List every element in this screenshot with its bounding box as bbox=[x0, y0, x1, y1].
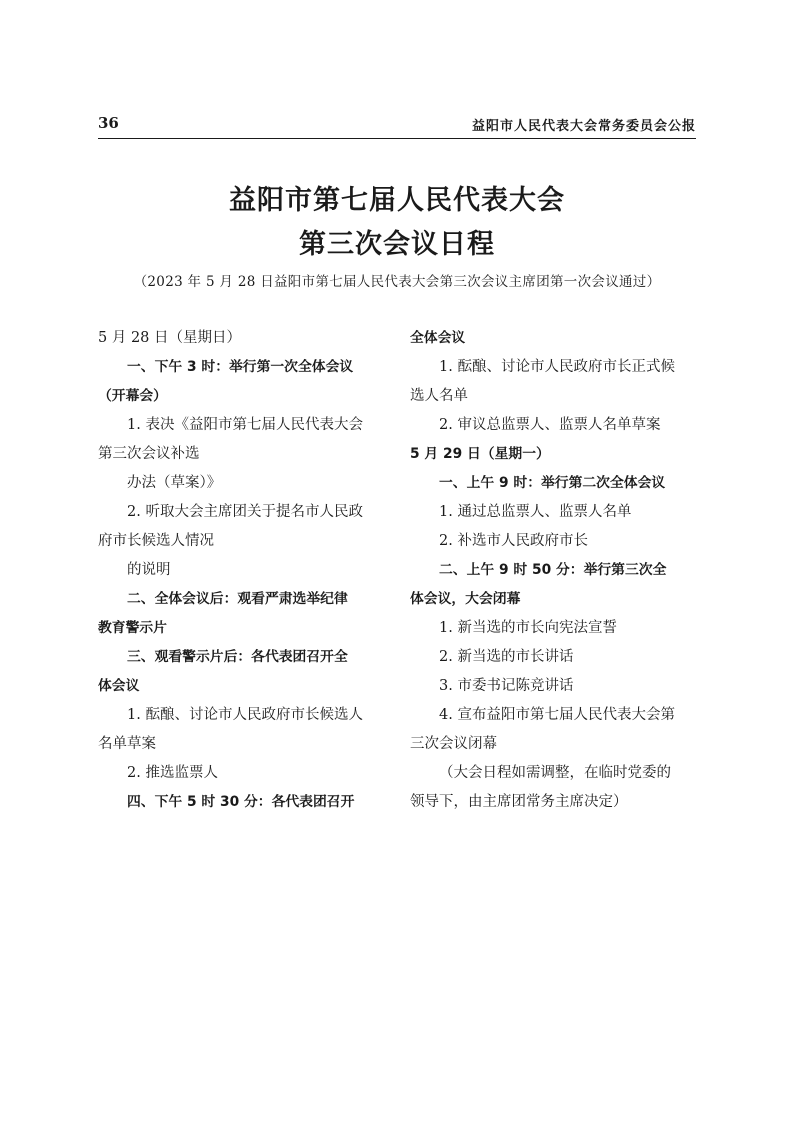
section-heading-line: 三、观看警示片后：各代表团召开全 bbox=[127, 649, 348, 665]
body-text-line: 名单草案 bbox=[98, 736, 156, 752]
body-text-line: （大会日程如需调整，在临时党委的 bbox=[439, 765, 671, 781]
right-column bbox=[410, 324, 700, 817]
body-text-line: 2. 审议总监票人、监票人名单草案 bbox=[439, 417, 661, 433]
section-heading-line: 四、下午 5 时 30 分：各代表团召开 bbox=[127, 794, 355, 810]
body-text-line: 1. 表决《益阳市第七届人民代表大会 bbox=[127, 417, 363, 433]
body-text-line: 的说明 bbox=[127, 562, 171, 578]
body-text-line: 1. 通过总监票人、监票人名单 bbox=[439, 504, 632, 520]
section-heading-line: 体会议，大会闭幕 bbox=[410, 591, 521, 607]
body-text-line: 选人名单 bbox=[410, 388, 468, 404]
body-text-line: 1. 酝酿、讨论市人民政府市长正式候 bbox=[439, 359, 675, 375]
section-heading-line: 教育警示片 bbox=[98, 620, 167, 636]
document-title-line-1: 益阳市第七届人民代表大会 bbox=[229, 185, 565, 216]
section-heading-line: 5 月 29 日（星期一） bbox=[410, 446, 550, 462]
body-text-line: 三次会议闭幕 bbox=[410, 736, 497, 752]
body-text-line: 3. 市委书记陈竞讲话 bbox=[439, 678, 574, 694]
body-text-line: 第三次会议补选 bbox=[98, 446, 200, 462]
body-text-line: 2. 新当选的市长讲话 bbox=[439, 649, 574, 665]
section-heading-line: 二、上午 9 时 50 分：举行第三次全 bbox=[439, 562, 667, 578]
journal-name: 益阳市人民代表大会常务委员会公报 bbox=[471, 119, 696, 134]
section-heading-line: 体会议 bbox=[98, 678, 140, 694]
left-column bbox=[98, 324, 388, 817]
body-text-line: 办法（草案）》 bbox=[127, 475, 222, 491]
body-text-line: 领导下，由主席团常务主席决定） bbox=[410, 794, 628, 810]
section-heading-line: （开幕会） bbox=[98, 388, 167, 404]
page-number: 36 bbox=[98, 114, 119, 132]
page-header bbox=[98, 114, 696, 138]
section-heading-line: 一、上午 9 时：举行第二次全体会议 bbox=[439, 475, 666, 491]
body-text-line: 府市长候选人情况 bbox=[98, 533, 214, 549]
body-text-line: 2. 推选监票人 bbox=[127, 765, 218, 781]
body-text-line: 2. 听取大会主席团关于提名市人民政 bbox=[127, 504, 363, 520]
body-text-line: 2. 补选市人民政府市长 bbox=[439, 533, 588, 549]
section-heading-line: 二、全体会议后：观看严肃选举纪律 bbox=[127, 591, 348, 607]
body-text-line: 5 月 28 日（星期日） bbox=[98, 330, 242, 346]
body-text-line: 1. 新当选的市长向宪法宣誓 bbox=[439, 620, 617, 636]
document-title-line-2: 第三次会议日程 bbox=[299, 229, 495, 260]
section-heading-line: 一、下午 3 时：举行第一次全体会议 bbox=[127, 359, 354, 375]
header-rule bbox=[98, 138, 696, 139]
body-text-line: 1. 酝酿、讨论市人民政府市长候选人 bbox=[127, 707, 363, 723]
section-heading-line: 全体会议 bbox=[410, 330, 466, 346]
document-subtitle: （2023 年 5 月 28 日益阳市第七届人民代表大会第三次会议主席团第一次会议通过） bbox=[133, 274, 661, 290]
body-text-line: 4. 宣布益阳市第七届人民代表大会第 bbox=[439, 707, 675, 723]
